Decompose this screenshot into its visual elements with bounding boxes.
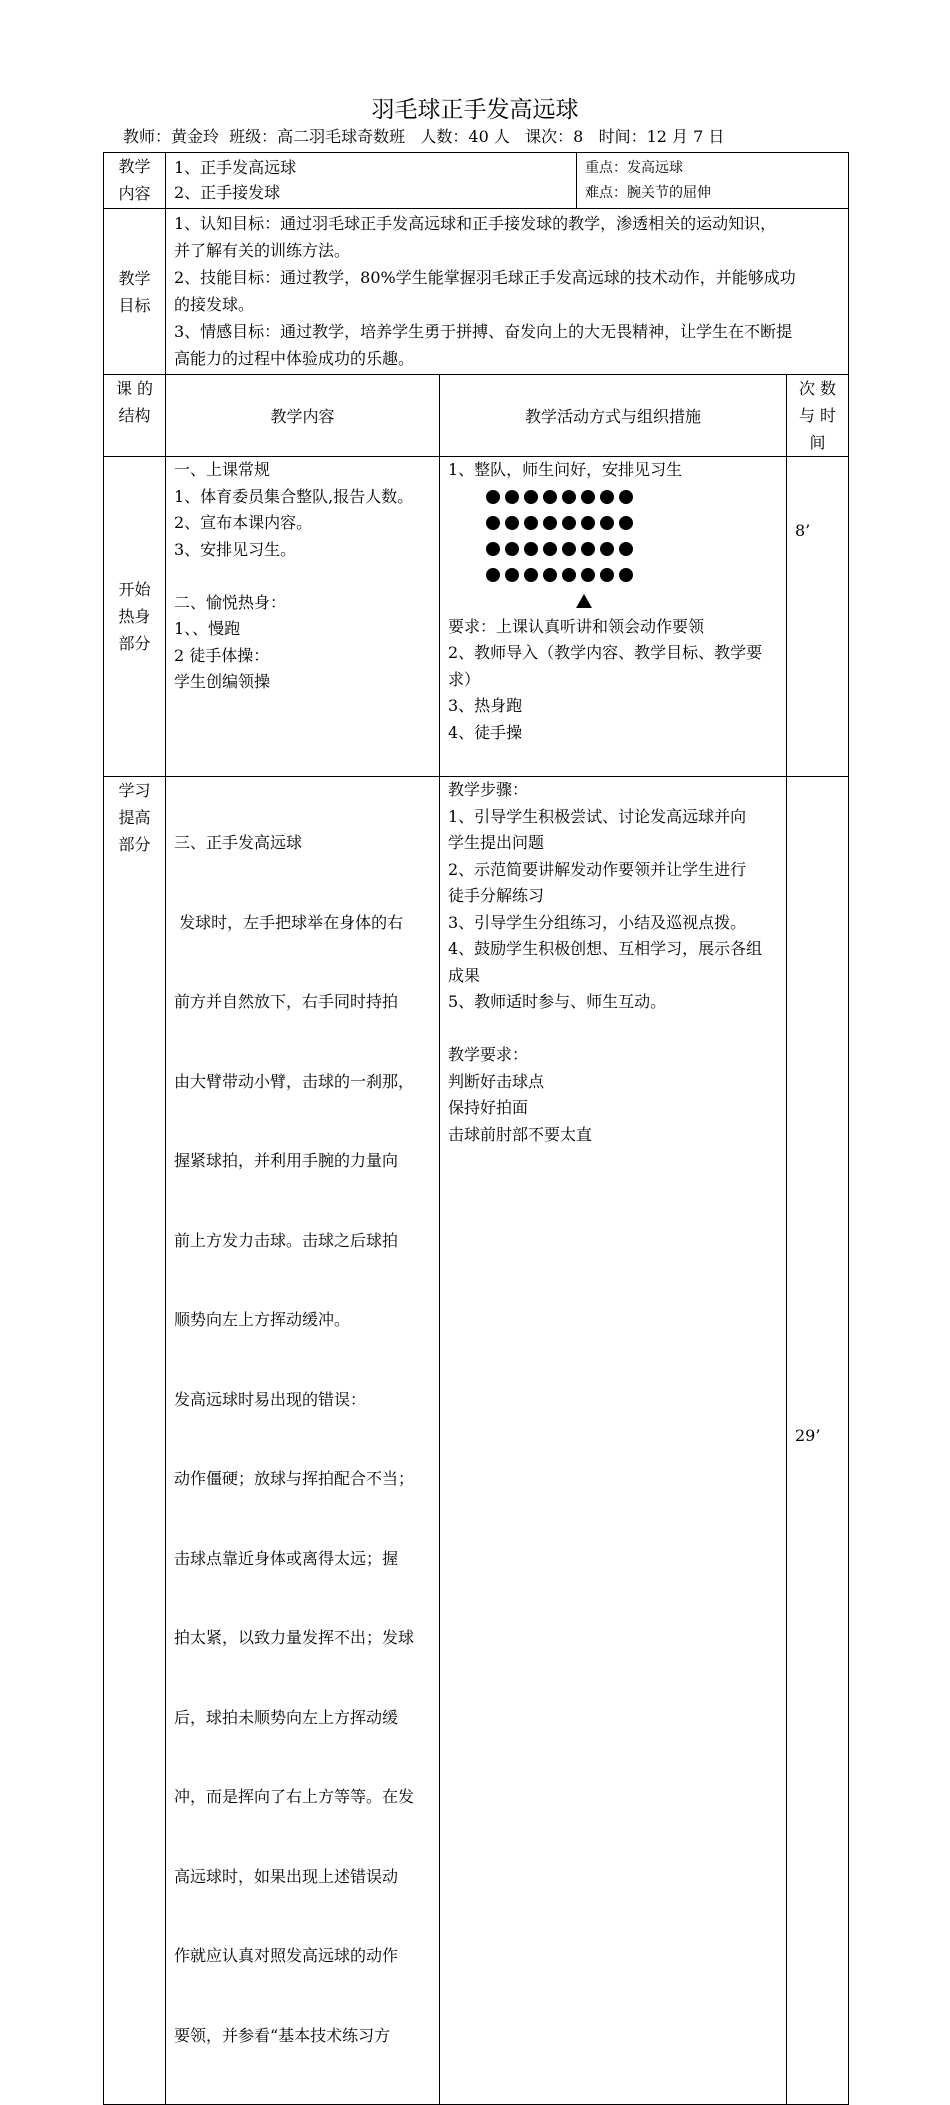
header-time: 次 数 <box>798 379 837 398</box>
header-time-cell: 次 数 与 时 间 <box>787 375 849 457</box>
study-activity-line: 击球前肘部不要太直 <box>448 1124 593 1144</box>
header-activity-cell <box>440 375 787 457</box>
study-content-line: 前上方发力击球。击球之后球拍 <box>174 1230 399 1250</box>
study-activity-line: 1、引导学生积极尝试、讨论发高远球并向 <box>448 806 747 826</box>
study-activity-line: 判断好击球点 <box>448 1071 545 1091</box>
student-dot-icon <box>581 568 595 582</box>
student-dot-icon <box>619 542 633 556</box>
study-activity-line: 成果 <box>448 965 481 985</box>
content-label: 教学 <box>118 157 151 176</box>
warmup-activity-cell <box>440 457 787 777</box>
study-activity-line: 2、示范简要讲解发动作要领并让学生进行 <box>448 859 747 879</box>
study-activity-line: 学生提出问题 <box>448 833 545 852</box>
student-dot-icon <box>581 516 595 530</box>
warmup-content-cell <box>166 457 440 777</box>
study-activity-line: 3、引导学生分组练习，小结及巡视点拨。 <box>448 912 747 932</box>
formation-row <box>486 536 780 562</box>
study-row <box>104 777 849 2105</box>
warmup-activity-line: 1、整队，师生问好，安排见习生 <box>448 460 683 479</box>
student-dot-icon <box>543 568 557 582</box>
study-label: 学习 <box>118 781 151 800</box>
warmup-row <box>104 457 849 777</box>
goal-line: 2、技能目标：通过教学，80%学生能掌握羽毛球正手发高远球的技术动作，并能够成功 <box>174 268 796 287</box>
student-dot-icon <box>600 516 614 530</box>
warmup-activity-line: 要求：上课认真听讲和领会动作要领 <box>448 616 705 636</box>
table-header-row <box>104 375 849 457</box>
warmup-content-line: 1、、慢跑 <box>174 619 241 638</box>
formation-row <box>486 510 780 536</box>
student-dot-icon <box>524 516 538 530</box>
warmup-content-line: 1、体育委员集合整队,报告人数。 <box>174 486 414 506</box>
study-content-line: 高远球时，如果出现上述错误动 <box>174 1866 399 1886</box>
study-content-line: 冲，而是挥向了右上方等等。在发 <box>174 1787 415 1806</box>
study-content-line: 拍太紧，以致力量发挥不出；发球 <box>174 1628 415 1647</box>
student-dot-icon <box>543 516 557 530</box>
warmup-time: 8’ <box>795 520 811 540</box>
difficulty-point: 难点：腕关节的屈伸 <box>585 185 711 201</box>
goals-label: 教学 <box>118 268 151 288</box>
header-content-cell <box>166 375 440 457</box>
warmup-label: 开始 <box>118 580 151 599</box>
lesson-meta: 教师：黄金玲 班级：高二羽毛球奇数班 人数：40 人 课次：8 时间：12 月 7 日 <box>123 127 725 146</box>
header-content: 教学内容 <box>270 407 335 426</box>
formation-row <box>486 562 780 588</box>
content-row <box>104 153 849 209</box>
warmup-content-line <box>174 563 433 590</box>
student-dot-icon <box>486 568 500 582</box>
student-dot-icon <box>619 490 633 504</box>
student-dot-icon <box>562 490 576 504</box>
goals-label-cell: 教学 目标 <box>104 209 166 375</box>
study-activity-line: 教学步骤： <box>448 780 529 799</box>
warmup-content-line: 2、宣布本课内容。 <box>174 513 313 532</box>
student-dot-icon <box>543 490 557 504</box>
student-dot-icon <box>581 542 595 556</box>
study-activity-line: 徒手分解练习 <box>448 886 545 905</box>
study-activity-line: 教学要求： <box>448 1045 529 1064</box>
header-structure-cell: 课 的 结构 <box>104 375 166 457</box>
warmup-content-line: 一、上课常规 <box>174 460 271 479</box>
content-item: 2、正手接发球 <box>174 183 281 202</box>
warmup-content-line: 2 徒手体操： <box>174 645 270 665</box>
header-structure: 课 的 <box>115 379 154 398</box>
warmup-activity-line: 4、徒手操 <box>448 722 523 742</box>
warmup-activity-line: 求） <box>448 669 481 689</box>
warmup-content-line: 3、安排见习生。 <box>174 539 297 559</box>
student-dot-icon <box>581 490 595 504</box>
study-content-line: 要领，并参看“基本技术练习方 <box>174 2025 391 2045</box>
study-content-line: 前方并自然放下，右手同时持拍 <box>174 992 399 1011</box>
student-dot-icon <box>505 542 519 556</box>
warmup-content-line: 学生创编领操 <box>174 672 271 691</box>
student-dot-icon <box>486 516 500 530</box>
study-time-cell <box>787 777 849 2105</box>
student-dot-icon <box>524 490 538 504</box>
goal-line: 1、认知目标：通过羽毛球正手发高远球和正手接发球的教学，渗透相关的运动知识， <box>174 214 777 233</box>
study-activity-line <box>448 1016 780 1043</box>
study-content-line: 由大臂带动小臂，击球的一刹那， <box>174 1071 415 1091</box>
study-content-line: 后，球拍未顺势向左上方挥动缓 <box>174 1707 399 1727</box>
formation-diagram <box>448 484 780 588</box>
goal-line: 并了解有关的训练方法。 <box>174 241 351 260</box>
student-dot-icon <box>562 516 576 530</box>
study-activity-cell <box>440 777 787 2105</box>
formation-row <box>486 484 780 510</box>
student-dot-icon <box>505 490 519 504</box>
student-dot-icon <box>562 568 576 582</box>
student-dot-icon <box>619 568 633 582</box>
student-dot-icon <box>505 568 519 582</box>
study-activity-line: 4、鼓励学生积极创想、互相学习，展示各组 <box>448 939 763 958</box>
study-content-line: 握紧球拍，并利用手腕的力量向 <box>174 1151 399 1170</box>
page-title: 羽毛球正手发高远球 <box>371 97 579 123</box>
study-content-line: 动作僵硬；放球与挥拍配合不当； <box>174 1469 415 1488</box>
key-points-cell <box>577 153 849 209</box>
content-label-cell: 教学 内容 <box>104 153 166 209</box>
study-content-line: 三、正手发高远球 <box>174 833 303 852</box>
study-content-line: 发球时，左手把球举在身体的右 <box>174 912 404 932</box>
student-dot-icon <box>524 568 538 582</box>
study-content-line: 击球点靠近身体或离得太远；握 <box>174 1548 399 1568</box>
student-dot-icon <box>600 490 614 504</box>
header-activity: 教学活动方式与组织措施 <box>524 407 701 426</box>
goal-line: 的接发球。 <box>174 295 255 314</box>
warmup-activity-line: 3、热身跑 <box>448 696 523 715</box>
goal-line: 高能力的过程中体验成功的乐趣。 <box>174 349 415 368</box>
student-dot-icon <box>619 516 633 530</box>
key-point: 重点：发高远球 <box>585 160 683 176</box>
student-dot-icon <box>486 490 500 504</box>
study-content-cell <box>166 777 440 2105</box>
student-dot-icon <box>524 542 538 556</box>
warmup-content-line: 二、愉悦热身： <box>174 592 287 612</box>
student-dot-icon <box>543 542 557 556</box>
lesson-plan-table <box>103 152 849 2105</box>
study-content-line: 作就应认真对照发高远球的动作 <box>174 1946 399 1965</box>
study-time: 29’ <box>795 1426 821 1445</box>
goals-text-cell <box>166 209 849 375</box>
study-activity-line: 保持好拍面 <box>448 1098 529 1117</box>
content-items-cell <box>166 153 577 209</box>
student-dot-icon <box>562 542 576 556</box>
student-dot-icon <box>600 568 614 582</box>
content-item: 1、正手发高远球 <box>174 158 297 177</box>
goal-line: 3、情感目标：通过教学，培养学生勇于拼搏、奋发向上的大无畏精神，让学生在不断提 <box>174 322 793 341</box>
teacher-position-icon <box>576 594 592 608</box>
warmup-time-cell <box>787 457 849 777</box>
study-activity-line: 5、教师适时参与、师生互动。 <box>448 992 667 1011</box>
warmup-label-cell: 开始 热身 部分 <box>104 457 166 777</box>
study-content-line: 顺势向左上方挥动缓冲。 <box>174 1310 351 1329</box>
goals-row <box>104 209 849 375</box>
student-dot-icon <box>505 516 519 530</box>
student-dot-icon <box>486 542 500 556</box>
study-label-cell: 学习 提高 部分 <box>104 777 166 2105</box>
study-content-line: 发高远球时易出现的错误： <box>174 1389 367 1409</box>
student-dot-icon <box>600 542 614 556</box>
warmup-activity-line: 2、教师导入（教学内容、教学目标、教学要 <box>448 643 763 662</box>
